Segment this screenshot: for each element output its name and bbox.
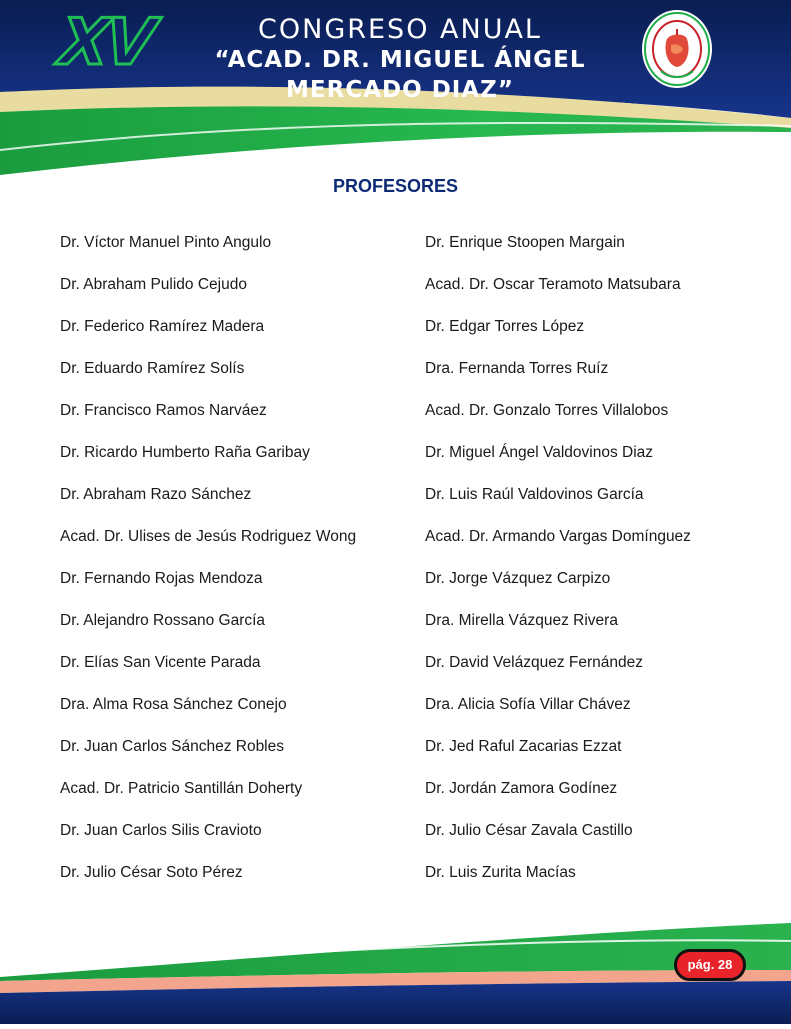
professor-name: Dr. David Velázquez Fernández	[425, 654, 643, 671]
professor-name: Dr. Víctor Manuel Pinto Angulo	[60, 234, 272, 251]
professor-name: Acad. Dr. Armando Vargas Domínguez	[425, 528, 691, 545]
professor-name: Dra. Fernanda Torres Ruíz	[425, 360, 609, 377]
page-footer	[0, 915, 791, 1024]
section-title: PROFESORES	[332, 176, 459, 196]
congress-title: CONGRESO ANUAL	[258, 14, 542, 45]
professor-name: Dra. Alma Rosa Sánchez Conejo	[60, 696, 287, 713]
congress-honoree: “ACAD. DR. MIGUEL ÁNGEL MERCADO DIAZ”	[214, 47, 586, 103]
professor-name: Dr. Eduardo Ramírez Solís	[60, 360, 245, 377]
page-header	[0, 0, 791, 180]
professor-name: Dr. Enrique Stoopen Margain	[425, 234, 625, 251]
professor-name: Dr. Ricardo Humberto Raña Garibay	[60, 444, 310, 461]
professor-name: Dr. Luis Raúl Valdovinos García	[425, 486, 644, 503]
professor-name: Acad. Dr. Oscar Teramoto Matsubara	[425, 276, 681, 293]
professor-name: Dr. Jordán Zamora Godínez	[425, 780, 618, 797]
professor-name: Dr. Edgar Torres López	[425, 318, 585, 335]
professor-name: Dr. Francisco Ramos Narváez	[60, 402, 267, 419]
professor-name: Dr. Jorge Vázquez Carpizo	[425, 570, 611, 587]
professor-name: Dra. Mirella Vázquez Rivera	[425, 612, 618, 629]
professor-name: Dr. Jed Raful Zacarias Ezzat	[425, 738, 622, 755]
professor-name: Dr. Elías San Vicente Parada	[60, 654, 261, 671]
professor-name: Dra. Alicia Sofía Villar Chávez	[425, 696, 631, 713]
page-number-badge: pág. 28	[674, 949, 746, 981]
professor-name: Dr. Julio César Soto Pérez	[60, 864, 243, 881]
professor-name: Dr. Julio César Zavala Castillo	[425, 822, 633, 839]
professor-name: Dr. Alejandro Rossano García	[60, 612, 266, 629]
roman-numeral-logo: XV	[56, 6, 155, 80]
professor-name: Acad. Dr. Ulises de Jesús Rodriguez Wong	[60, 528, 357, 545]
professor-name: Dr. Miguel Ángel Valdovinos Diaz	[425, 444, 654, 461]
professors-right-column	[425, 231, 691, 903]
professor-name: Dr. Abraham Razo Sánchez	[60, 486, 252, 503]
professor-name: Acad. Dr. Gonzalo Torres Villalobos	[425, 402, 669, 419]
professor-name: Dr. Abraham Pulido Cejudo	[60, 276, 247, 293]
professor-name: Dr. Fernando Rojas Mendoza	[60, 570, 263, 587]
professor-name: Acad. Dr. Patricio Santillán Doherty	[60, 780, 303, 797]
professor-name: Dr. Luis Zurita Macías	[425, 864, 576, 881]
professors-left-column	[60, 231, 356, 903]
professor-name: Dr. Juan Carlos Silis Cravioto	[60, 822, 262, 839]
professor-name: Dr. Federico Ramírez Madera	[60, 318, 265, 335]
footer-banner-graphic	[0, 915, 791, 1024]
professor-name: Dr. Juan Carlos Sánchez Robles	[60, 738, 285, 755]
association-seal-icon	[641, 9, 713, 89]
